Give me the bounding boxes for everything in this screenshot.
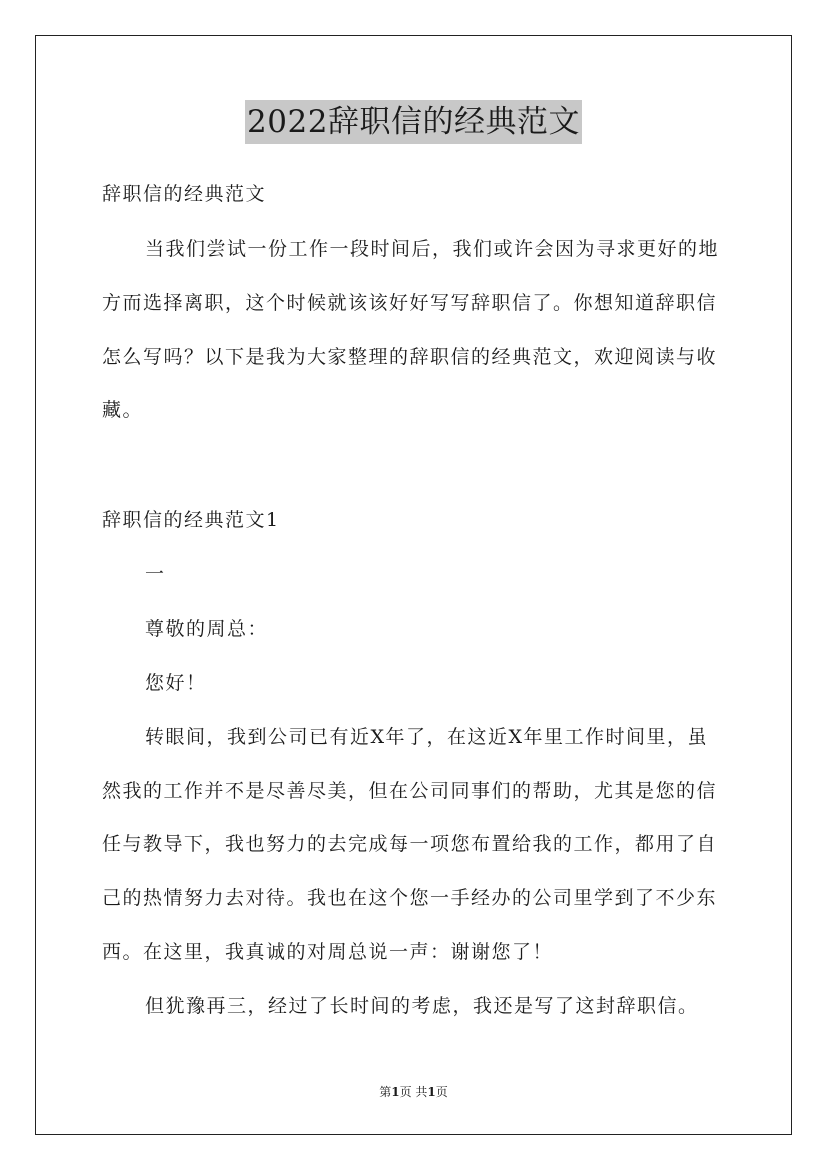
document-title-wrap [0,100,827,144]
paragraph-line: 己的热情努力去对待。我也在这个您一手经办的公司里学到了不少东 [102,887,718,909]
paragraph-line: 方而选择离职，这个时候就该该好好写写辞职信了。你想知道辞职信 [102,292,718,314]
paragraph-line: 怎么写吗？以下是我为大家整理的辞职信的经典范文，欢迎阅读与收 [102,346,718,368]
paragraph-line: 然我的工作并不是尽善尽美，但在公司同事们的帮助，尤其是您的信 [102,780,718,802]
greeting: 您好！ [145,672,207,694]
paragraph-line: 当我们尝试一份工作一段时间后，我们或许会因为寻求更好的地 [145,238,720,260]
section-heading: 辞职信的经典范文1 [102,509,280,531]
paragraph-line: 西。在这里，我真诚的对周总说一声：谢谢您了！ [102,941,554,963]
paragraph-line: 一 [145,563,166,585]
paragraph-line: 转眼间，我到公司已有近X年了，在这近X年里工作时间里，虽 [145,726,709,748]
paragraph-line: 但犹豫再三，经过了长时间的考虑，我还是写了这封辞职信。 [145,995,699,1017]
footer-page-current: 1 [391,1085,400,1099]
section-heading: 辞职信的经典范文 [102,183,267,205]
paragraph-line: 藏。 [102,399,144,421]
document-title: 2022辞职信的经典范文 [245,100,582,144]
footer-page-total: 1 [427,1085,436,1099]
salutation: 尊敬的周总： [145,618,269,640]
footer-page-suffix: 页 [435,1085,448,1099]
footer-page-mid: 页 共 [399,1085,428,1099]
footer-page-prefix: 第 [379,1085,392,1099]
page-footer [0,1084,827,1100]
paragraph-line: 任与教导下，我也努力的去完成每一项您布置给我的工作，都用了自 [102,833,718,855]
